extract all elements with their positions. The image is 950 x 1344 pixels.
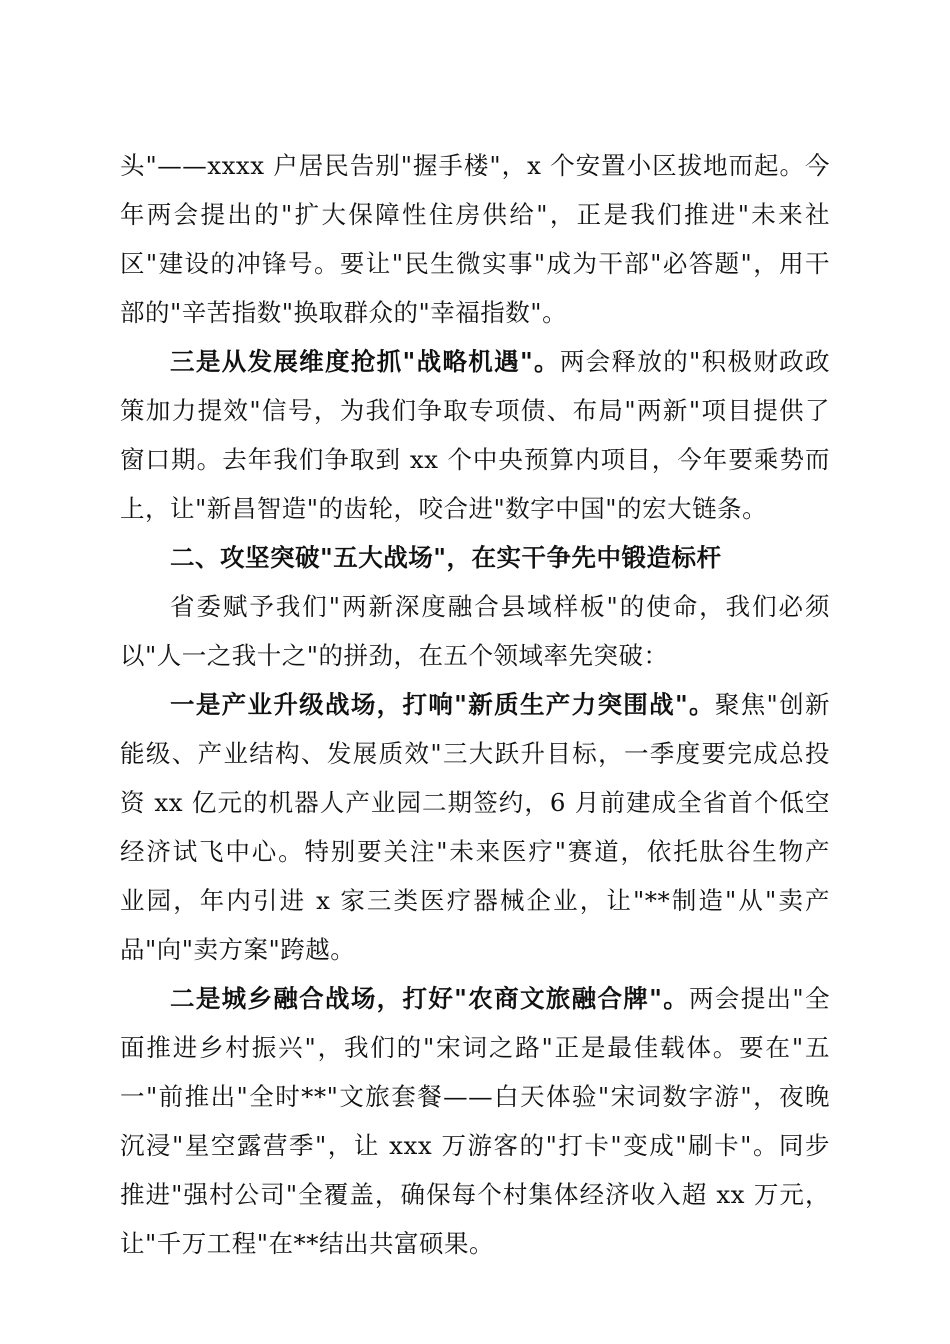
text-line: 部的"辛苦指数"换取群众的"幸福指数"。 bbox=[120, 298, 568, 327]
paragraph-industry-upgrade bbox=[120, 680, 830, 974]
text-line: 上，让"新昌智造"的齿轮，咬合进"数字中国"的宏大链条。 bbox=[120, 494, 768, 523]
text-line: 资 xx 亿元的机器人产业园二期签约，6 月前建成全省首个低空 bbox=[120, 788, 830, 817]
text-line bbox=[120, 680, 830, 729]
document-body bbox=[120, 141, 830, 1268]
text-line: 一"前推出"全时**"文旅套餐——白天体验"宋词数字游"，夜晚 bbox=[120, 1082, 830, 1111]
text-line: 能级、产业结构、发展质效"三大跃升目标，一季度要完成总投 bbox=[120, 739, 830, 768]
paragraph-urban-rural bbox=[120, 974, 830, 1268]
text-line: 以"人一之我十之"的拼劲，在五个领域率先突破： bbox=[120, 641, 669, 670]
text-line: 业园，年内引进 x 家三类医疗器械企业，让"**制造"从"卖产 bbox=[120, 886, 830, 915]
paragraph-lead: 一是产业升级战场，打响"新质生产力突围战"。 bbox=[170, 690, 715, 719]
text-line: 省委赋予我们"两新深度融合县域样板"的使命，我们必须 bbox=[170, 592, 830, 621]
text-run: 两会提出"全 bbox=[689, 984, 830, 1013]
text-run: 聚焦"创新 bbox=[714, 690, 830, 719]
paragraph-lead: 二是城乡融合战场，打好"农商文旅融合牌"。 bbox=[170, 984, 690, 1013]
text-line: 年两会提出的"扩大保障性住房供给"，正是我们推进"未来社 bbox=[120, 200, 830, 229]
text-line: 推进"强村公司"全覆盖，确保每个村集体经济收入超 xx 万元， bbox=[120, 1180, 830, 1209]
text-line bbox=[120, 974, 830, 1023]
text-line bbox=[120, 337, 830, 386]
paragraph-mission bbox=[120, 582, 830, 680]
paragraph-lead: 三是从发展维度抢抓"战略机遇"。 bbox=[170, 347, 560, 376]
text-line: 区"建设的冲锋号。要让"民生微实事"成为干部"必答题"，用干 bbox=[120, 249, 830, 278]
text-line: 让"千万工程"在**结出共富硕果。 bbox=[120, 1229, 495, 1258]
text-line: 面推进乡村振兴"，我们的"宋词之路"正是最佳载体。要在"五 bbox=[120, 1033, 830, 1062]
text-line: 窗口期。去年我们争取到 xx 个中央预算内项目，今年要乘势而 bbox=[120, 445, 830, 474]
text-line: 经济试飞中心。特别要关注"未来医疗"赛道，依托肽谷生物产 bbox=[120, 837, 830, 866]
heading-text: 二、攻坚突破"五大战场"，在实干争先中锻造标杆 bbox=[170, 543, 722, 572]
paragraph-strategic-opportunity bbox=[120, 337, 830, 533]
text-line: 沉浸"星空露营季"，让 xxx 万游客的"打卡"变成"刷卡"。同步 bbox=[120, 1131, 830, 1160]
text-line: 品"向"卖方案"跨越。 bbox=[120, 935, 356, 964]
text-run: 两会释放的"积极财政政 bbox=[559, 347, 830, 376]
section-heading bbox=[120, 533, 830, 582]
paragraph-housing bbox=[120, 141, 830, 337]
text-line: 策加力提效"信号，为我们争取专项债、布局"两新"项目提供了 bbox=[120, 396, 830, 425]
text-line: 头"——xxxx 户居民告别"握手楼"，x 个安置小区拔地而起。今 bbox=[120, 151, 830, 180]
